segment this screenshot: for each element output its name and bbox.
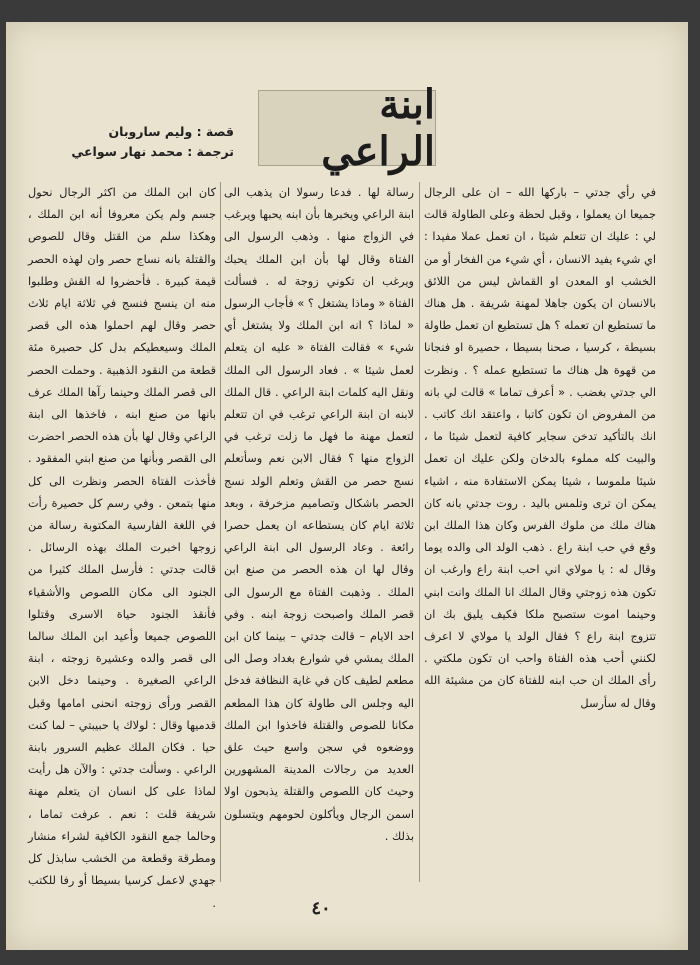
author-credit: قصة : وليم ساروبان — [108, 124, 234, 139]
page-number: ٤٠ — [311, 898, 331, 919]
column-divider — [220, 182, 221, 882]
column-divider — [419, 182, 420, 882]
magazine-page — [6, 22, 688, 950]
column-text: رسالة لها . فدعا رسولا ان يذهب الى ابنة الراعي ويخبرها بأن ابنه يحبها ويرغب في الزواج منها . وذهب الرسول الى الفتاة وقال لها بأن ابن الملك يحبك ويرغب ان تكوني زوجة له . فسألت الفتاة « وماذا يشتغل ؟ » فأجاب الرسول « لماذا ؟ انه ابن الملك ولا يشتغل أي شيء » فقالت الفتاة « عليه ان يتعلم لعمل شيئا » . فعاد الرسول الى الملك ونقل اليه كلمات ابنة الراعي . قال الملك لابنه ان ابنة الراعي ترغب في ان تتعلم لتعمل مهنة ما فهل ما زلت ترغب في الزواج منها ؟ فقال الابن نعم وسأتعلم نسج حصر من القش وتعلم الولد نسج الحصر باشكال وتصاميم مزخرفة ، وبعد ثلاثة ايام كان يستطاعه ان يعمل حصرا رائعة . وعاد الرسول الى ابنة الراعي وقال لها ان هذه الحصر من صنع ابن الملك . وذهبت الفتاة مع الرسول الى قصر الملك واصبحت زوجة ابنه . وفي احد الايام – قالت جدتي – بينما كان ابن الملك يمشي في شوارع بغداد وصل الى مطعم لطيف كان في غاية النظافة فدخل اليه وجلس الى طاولة كان هذا المطعم مكانا للصوص والقتلة فاخذوا ابن الملك ووضعوه في سجن واسع حيث علق العديد من رجالات المدينة المشهورين وحيث كان اللصوص والقتلة يذبحون اولا اسمن الرجال ويأكلون لحومهم ويتسلون بذلك . — [223, 186, 414, 843]
column-text: كان ابن الملك من اكثر الرجال نحول جسم ولم يكن معروفا أنه ابن الملك ، وهكذا سلم من القتل وقال للصوص والقتلة بانه نساج حصر وان لهذه الحصر قيمة كبيرة . فأحضروا له القش وطلبوا منه ان ينسج فنسج في ثلاثة ايام ثلاث حصر وقال لهم احملوا هذه الى قصر الملك وسيعطيكم بدل كل حصيرة مئة قطعة من النقود الذهبية . وحملت الحصر الى قصر الملك وحينما رآها الملك عرف بانها من صنع ابنه ، فاخذها الى ابنة الراعي وقال لها بأن هذه الحصر احضرت الى القصر وبأنها من صنع ابني المفقود . فأخذت الفتاة الحصر ونظرت الى كل منها بتمعن . وفي رسم كل حصيرة رأت في اللغة الفارسية المكتوبة رسالة من زوجها اخبرت الملك بهذه الرسائل . قالت جدتي : فأرسل الملك كثيرا من الجنود الى مكان اللصوص والأشقياء فأنقذ الجنود حياة الاسرى وقتلوا اللصوص جميعا وأعيد ابن الملك سالما الى قصر والده وعشيرة زوجته ، ابنة الراعي الصغيرة . وحينما دخل الابن القصر ورأى زوجته انحنى امامها وقبل قدميها وقال : لولاك يا حبيبتي – لما كنت حيا . فكان الملك عظيم السرور بابنة الراعي . وسألت جدتي : والآن هل رأيت لماذا على كل انسان ان يتعلم مهنة شريفة قلت : نعم . عرفت تماما ، وحالما جمع النقود الكافية لشراء منشار ومطرقة وقطعة من الخشب سابذل كل جهدي لاعمل كرسيا بسيطا أو رفا للكتب . — [28, 186, 216, 910]
story-title: ابنة الراعي — [321, 81, 435, 175]
text-column-left — [28, 182, 216, 910]
translator-credit: ترجمة : محمد نهار سواعي — [71, 144, 234, 159]
credits-block — [24, 122, 234, 162]
text-column-middle — [224, 182, 414, 887]
column-text: في رأي جدتي – باركها الله – ان على الرجال جميعا ان يعملوا ، وقبل لحظة وعلى الطاولة قالت لي : عليك ان تتعلم شيئا ، ان تعمل عملا مفيدا : اي شيء يفيد الانسان ، أي شيء من الفخار أو من الخشب او المعدن او القماش ليس من اللائق بالانسان ان يكون جاهلا لمهنة شريفة . هل هناك ما تستطيع ان تعمله ؟ هل تستطيع ان تعمل طاولة بسيطة ، كرسيا ، صحنا بسيطا ، حصيرة او فنجانا من قهوة هل هناك ما تستطيع عمله ؟ . ونظرت الي جدتي بغضب . « أعرف تماما » قالت لي بانه من المفروض ان تكون كاتبا ، واعتقد انك كاتب . انك بالتأكيد تدخن سجاير كافية لتعمل شيئا ما ، والبيت كله مملوء بالدخان ولكن عليك ان تعمل شيئا ملموسا ، شيئا يمكن الاستفادة منه ، اشياء يمكن ان ترى وتلمس باليد . روت جدتي بانه كان هناك ملك من ملوك الفرس وكان هذا الملك ابن وقع في حب ابنة راع . ذهب الولد الى والده يوما وقال له : يا مولاي اني احب ابنة راع وارغب ان تكون هذه زوجتي وقال الملك انا الملك وانت ابني وحينما اموت ستصبح ملكا فكيف يليق بك ان تتزوج ابنة راع ؟ فقال الولد يا مولاي لا اعرف لكنني أحب هذه الفتاة واحب ان تكون ملكتي . رأى الملك ان حب ابنه للفتاة كان من مشيئة الله وقال له سأرسل — [424, 186, 656, 710]
title-banner — [258, 81, 436, 175]
text-column-right — [424, 182, 656, 887]
